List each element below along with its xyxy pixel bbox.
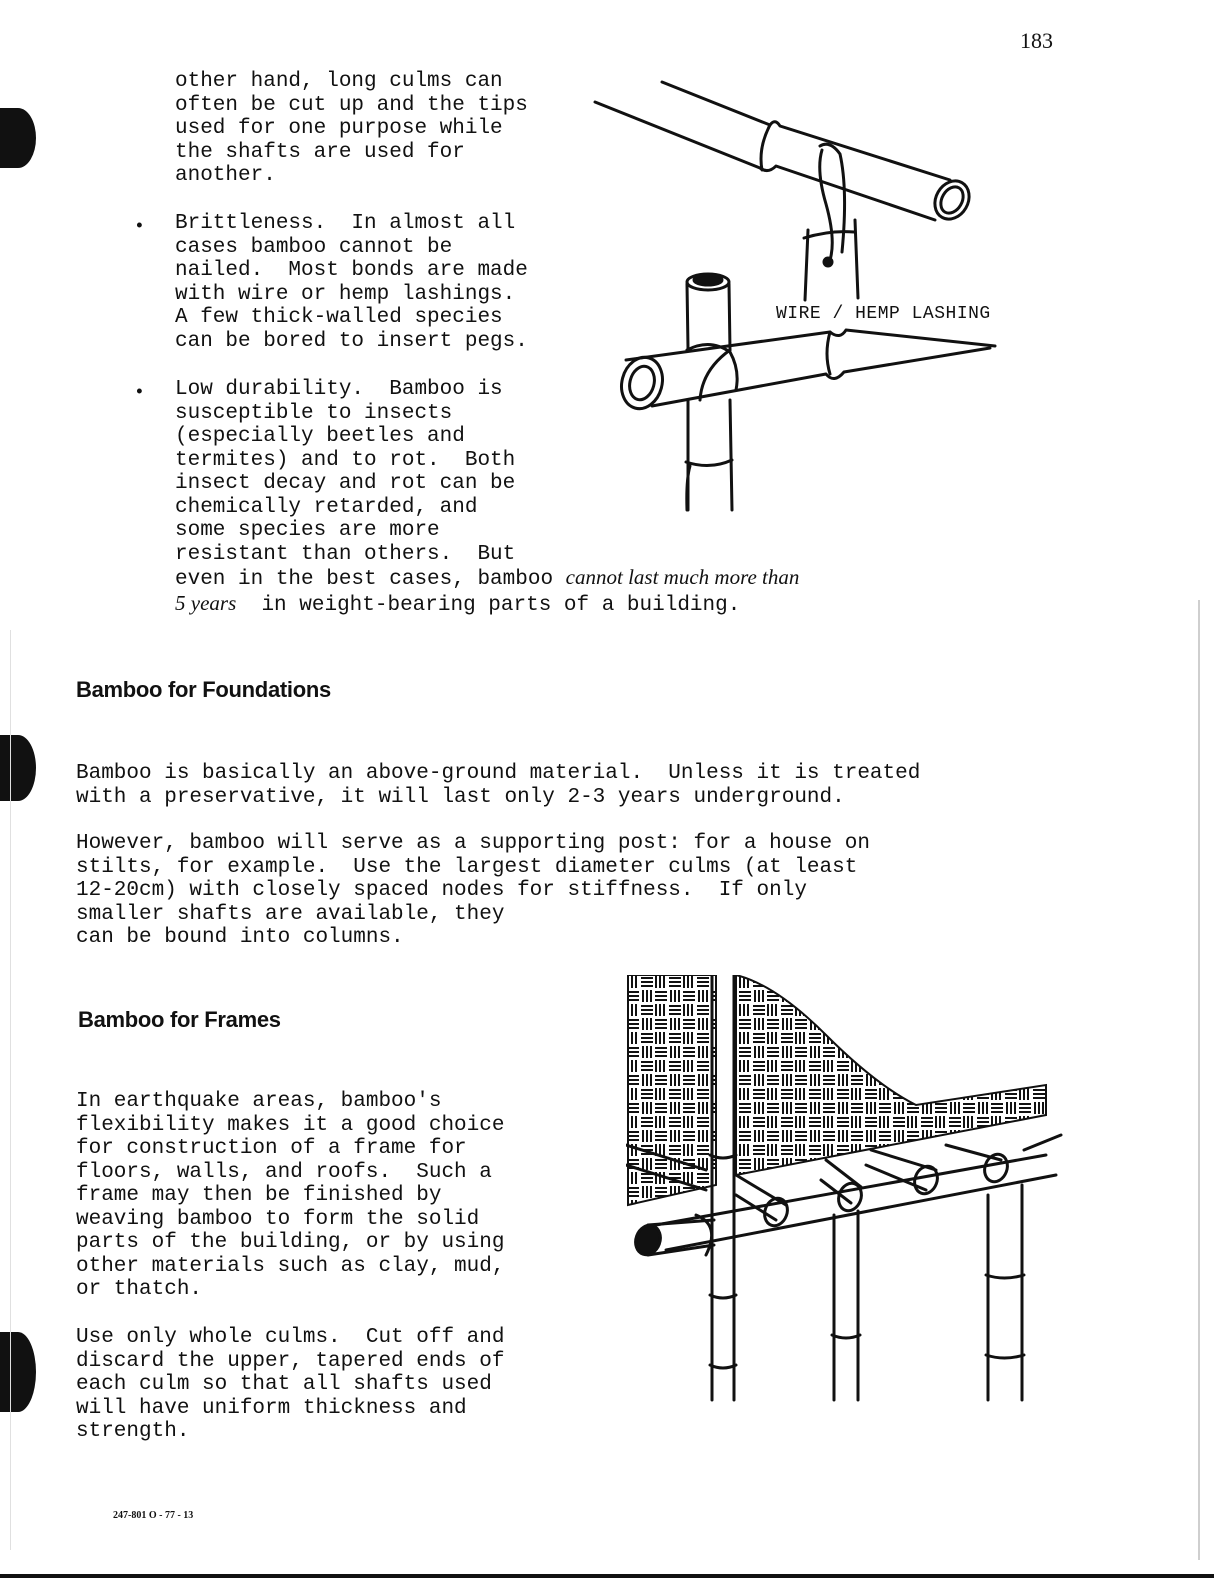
text-line: Brittleness. In almost all (175, 212, 516, 235)
culm-outline (652, 348, 990, 406)
text-line: However, bamboo will serve as a supporting post: for a house on (76, 832, 870, 855)
text-line: with wire or hemp lashings. (175, 282, 516, 306)
culm-node (804, 232, 854, 238)
joist-outline (1024, 1135, 1061, 1150)
text-line: Bamboo is basically an above-ground material. Unless it is treated (76, 762, 921, 785)
margin-tab-marker (0, 735, 36, 801)
text-line: chemically retarded, and (175, 495, 478, 519)
text-line: In earthquake areas, bamboo's (76, 1090, 442, 1113)
text-line: insect decay and rot can be (175, 472, 516, 495)
culm-outline (662, 82, 950, 180)
culm-end (694, 275, 722, 285)
text-line: floors, walls, and roofs. Such a (76, 1160, 492, 1184)
text-line: often be cut up and the tips (175, 93, 528, 117)
frames-paragraph-1 (76, 1090, 504, 1302)
text-line: (especially beetles and (175, 425, 465, 448)
text-line (175, 592, 799, 618)
intro-paragraph (175, 70, 528, 188)
text-line: termites) and to rot. Both (175, 448, 516, 472)
text-line: parts of the building, or by using (76, 1231, 505, 1254)
text-line: resistant than others. But (175, 542, 516, 566)
text-line: can be bound into columns. (76, 926, 404, 949)
text-line: weaving bamboo to form the solid (76, 1207, 480, 1231)
culm-node (986, 1355, 1024, 1358)
footer-code: 247-801 O - 77 - 13 (113, 1510, 194, 1521)
text-line: smaller shafts are available, they (76, 902, 505, 926)
culm-node (827, 332, 830, 374)
text-line: discard the upper, tapered ends of (76, 1349, 505, 1373)
woven-wall (736, 975, 1046, 1175)
lashing-illustration (590, 70, 1010, 530)
culm-node (986, 1275, 1024, 1278)
culm-node (710, 1295, 736, 1298)
page-edge-rule (10, 630, 11, 1550)
text-line: the shafts are used for (175, 140, 465, 164)
text-line: other hand, long culms can (175, 70, 503, 93)
section-heading-frames: Bamboo for Frames (78, 1007, 281, 1032)
emphasis-text: cannot last much more than (565, 565, 800, 589)
text-line: cases bamboo cannot be (175, 235, 453, 259)
lashing-knot (824, 258, 832, 266)
text-line (175, 566, 799, 592)
culm-end (626, 363, 658, 402)
foundations-paragraph-1 (76, 762, 920, 809)
text-line: 12-20cm) with closely spaced nodes for stiffness. If only (76, 879, 807, 902)
text-line: or thatch. (76, 1278, 203, 1301)
post-outline (687, 284, 688, 348)
text-line: susceptible to insects (175, 401, 453, 425)
text-line: can be bored to insert pegs. (175, 329, 528, 353)
emphasis-text: 5 years (175, 590, 237, 615)
bullet-marker: • (134, 383, 145, 403)
culm-node (710, 1155, 736, 1158)
text-line: for construction of a frame for (76, 1137, 467, 1160)
section-heading-foundations: Bamboo for Foundations (76, 677, 331, 702)
culm-outline (595, 102, 935, 220)
text-run: even in the best cases, bamboo (175, 568, 566, 591)
page-number: 183 (1020, 28, 1053, 53)
text-line: other materials such as clay, mud, (76, 1254, 505, 1278)
text-line: with a preservative, it will last only 2-3 years underground. (76, 785, 845, 809)
bullet-brittleness (175, 212, 528, 353)
margin-tab-marker (0, 108, 36, 168)
bottom-rule (0, 1574, 1214, 1578)
post-outline (805, 230, 808, 300)
joist-outline (736, 1195, 776, 1220)
text-line: Low durability. Bamboo is (175, 378, 503, 401)
culm-node (686, 460, 732, 466)
text-line: nailed. Most bonds are made (175, 259, 528, 282)
text-run: in weight-bearing parts of a building. (236, 593, 741, 617)
text-line: some species are more (175, 519, 440, 542)
text-line: stilts, for example. Use the largest diameter culms (at least (76, 855, 858, 879)
lashing-label: WIRE / HEMP LASHING (776, 304, 991, 324)
margin-tab-marker (0, 1332, 36, 1412)
bullet-marker: • (134, 217, 145, 237)
culm-node (832, 1335, 860, 1338)
culm-node (710, 1365, 736, 1368)
text-line: A few thick-walled species (175, 306, 503, 329)
text-line: another. (175, 164, 276, 187)
frames-paragraph-2 (76, 1326, 504, 1444)
joist-outline (946, 1145, 1001, 1160)
page-edge-rule (1198, 600, 1200, 1560)
text-line: each culm so that all shafts used (76, 1373, 492, 1396)
foundations-paragraph-2 (76, 832, 870, 950)
text-line: flexibility makes it a good choice (76, 1113, 505, 1137)
text-line: Use only whole culms. Cut off and (76, 1326, 505, 1349)
text-line: will have uniform thickness and (76, 1396, 467, 1420)
culm-end (928, 175, 976, 226)
frame-illustration (626, 975, 1066, 1415)
post-outline (729, 284, 730, 350)
text-line: used for one purpose while (175, 117, 503, 140)
post-outline (730, 400, 732, 510)
text-line: strength. (76, 1420, 190, 1443)
text-line: frame may then be finished by (76, 1184, 442, 1207)
culm-node (761, 125, 770, 170)
lashing-wire (820, 150, 833, 260)
